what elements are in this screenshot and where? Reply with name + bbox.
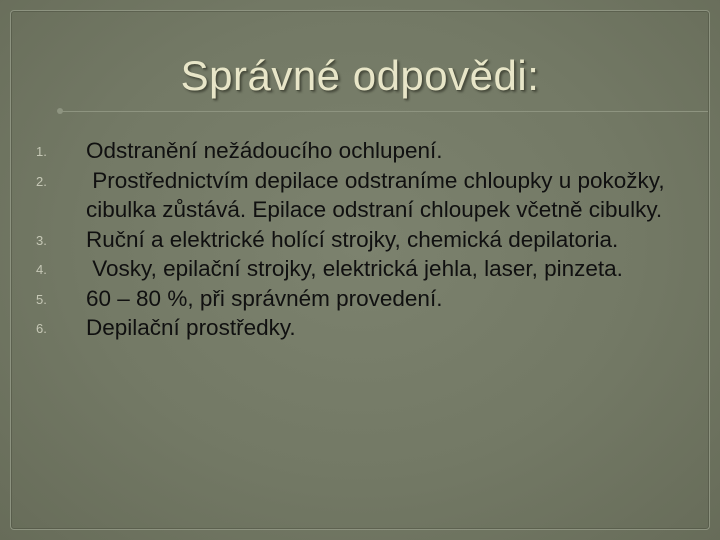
list-item-text: Odstranění nežádoucího ochlupení. [86,138,443,163]
list-number: 2. [36,173,47,189]
list-item-text: Prostřednictvím depilace odstraníme chloupky u pokožky, cibulka zůstává. Epilace odstraní chloupek včetně cibulky. [86,167,671,222]
list-item-text: 60 – 80 %, při správném provedení. [86,285,443,311]
list-item [36,225,676,255]
slide-title: Správné odpovědi: [180,52,540,99]
list-number: 4. [36,262,47,277]
list-number: 5. [36,291,47,307]
list-item [36,313,676,343]
answer-list [36,136,676,343]
list-item-text: Depilační prostředky. [86,315,296,340]
list-item [36,284,676,314]
title-divider [60,111,708,112]
list-item [36,166,676,225]
list-number: 6. [36,321,47,336]
list-item-text: Ruční a elektrické holící strojky, chemická depilatoria. [86,226,619,252]
list-number: 1. [36,144,47,159]
list-number: 3. [36,232,47,248]
list-item [36,136,676,166]
list-item-text: Vosky, epilační strojky, elektrická jehla, laser, pinzeta. [86,256,623,281]
list-item [36,254,676,284]
